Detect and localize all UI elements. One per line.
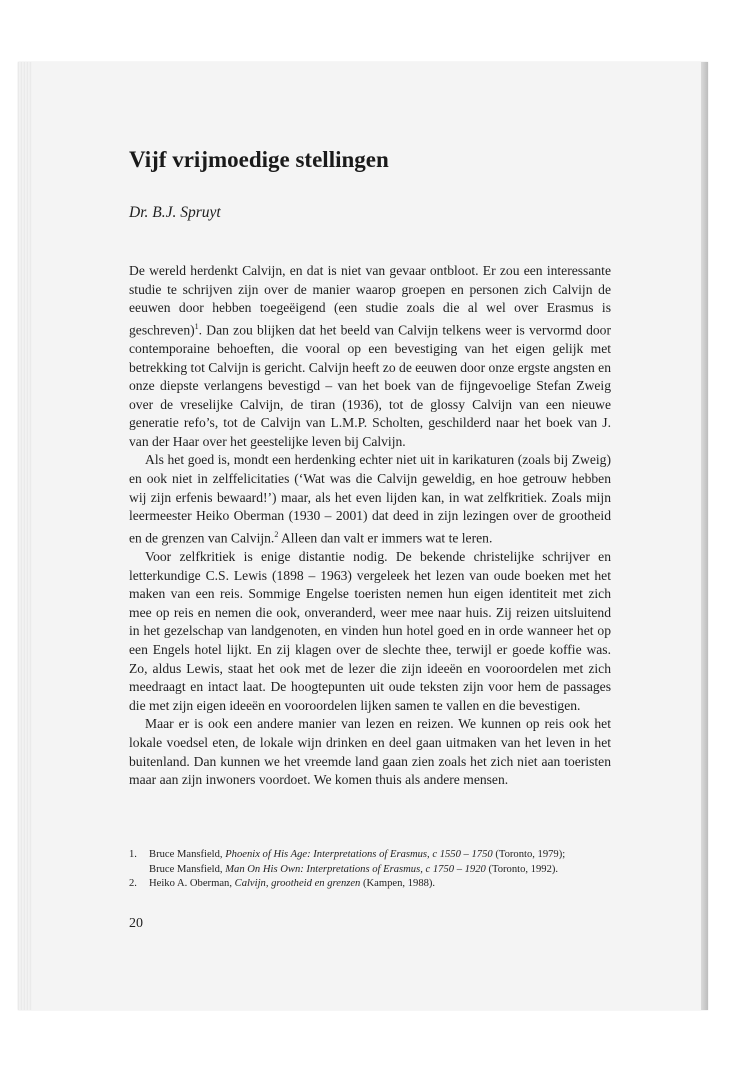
footnote xyxy=(129,877,611,892)
footnote-publication: (Kampen, 1988). xyxy=(360,878,436,890)
paragraph-text: Alleen dan valt er immers wat te leren. xyxy=(278,530,493,546)
page-number: 20 xyxy=(129,916,143,931)
paragraph-text: Als het goed is, mondt een herdenking echter niet uit in karikaturen (zoals bij Zweig) en ook niet in zelffelicitaties (‘Wat was die Calvijn geweldig, en hoe getrouw hebben wij zijn erfenis bewaard!’) maar, als het even lijden kan, in wat zelfkritiek. Zoals mijn leermeester Heiko Oberman (1930 – 2001) dat deed in zijn lezingen over de grootheid en de grenzen van Calvijn. xyxy=(129,452,611,546)
body-paragraph: Maar er is ook een andere manier van lezen en reizen. We kunnen op reis ook het lokale voedsel eten, de lokale wijn drinken en deel gaan uitmaken van het leven in het buitenland. Dan kunnen we het vreemde land gaan zien zoals het zich niet aan toeristen maar aan zijn inwoners voordoet. We komen thuis als andere mensen. xyxy=(129,716,611,788)
footnote-book-title: Man On His Own: Interpretations of Erasmus, c 1750 – 1920 xyxy=(225,863,486,875)
body-paragraph xyxy=(129,262,611,451)
page-stack-edge-left xyxy=(18,62,32,1010)
footnote-ref: 2 xyxy=(274,529,279,539)
footnote-ref: 1 xyxy=(194,321,199,331)
footnote-book-title: Calvijn, grootheid en grenzen xyxy=(234,878,361,890)
footnotes xyxy=(129,848,611,892)
footnote-publication: (Toronto, 1979); xyxy=(492,849,566,860)
footnote-number: 1. xyxy=(129,849,137,860)
footnote-author: Bruce Mansfield, xyxy=(149,863,226,875)
footnote xyxy=(129,848,611,877)
paragraph-text: . Dan zou blijken dat het beeld van Calvijn telkens weer is vervormd door contemporaine behoeften, die vooral op een bevestiging van het eigen gelijk met betrekking tot Calvijn is gericht. Calvijn heeft zo de eeuwen door onze ergste angsten en onze diepste verlangens bevestigd – van het boek van de fijngevoelige Stefan Zweig over de vreselijke Calvijn, de tiran (1936), tot de glossy Calvijn van een nieuwe generatie refo’s, tot de Calvijn van L.M.P. Scholten, geschilderd naar het boek van J. van der Haar over het geestelijke leven bij Calvijn. xyxy=(129,322,611,449)
page-stack-edge-right xyxy=(701,62,708,1010)
footnote-publication: (Toronto, 1992). xyxy=(485,863,559,875)
article-title: Vijf vrijmoedige stellingen xyxy=(129,147,389,172)
body-paragraph: Voor zelfkritiek is enige distantie nodig. De bekende christelijke schrijver en letterkundige C.S. Lewis (1898 – 1963) vergeleek het lezen van oude boeken met het maken van een reis. Sommige Engelse toeristen nemen hun eigen identiteit met zich mee op reis en nemen die ook, onveranderd, weer mee naar huis. Zij reizen uitsluitend in het gezelschap van landgenoten, en vinden hun hotel goed en in orde wanneer het op een Engels hotel lijkt. En zij klagen over de slechte thee, terwijl er goede koffie was. Zo, aldus Lewis, staat het ook met de lezer die zijn ideeën en vooroordelen met zich meedraagt en intact laat. De hoogtepunten uit oude teksten zijn voor hem de passages die met zijn eigen ideeën en vooroordelen lijken samen te vallen en die bevestigen. xyxy=(129,548,611,713)
article-author: Dr. B.J. Spruyt xyxy=(129,204,221,221)
article-body xyxy=(129,262,611,790)
footnote-author: Heiko A. Oberman, xyxy=(149,878,235,890)
paragraph-text: De wereld herdenkt Calvijn, en dat is niet van gevaar ontbloot. Er zou een interessante studie te schrijven zijn over de manier waarop groepen en personen zich Calvijn de eeuwen door hebben toegeëigend (een studie zoals die al wel over Erasmus is geschreven) xyxy=(129,263,611,338)
footnote-line xyxy=(149,848,611,863)
footnote-number: 2. xyxy=(129,878,137,890)
footnote-line xyxy=(149,877,611,892)
body-paragraph xyxy=(129,451,611,548)
footnote-book-title: Phoenix of His Age: Interpretations of Erasmus, c 1550 – 1750 xyxy=(225,849,493,860)
footnote-author: Bruce Mansfield, xyxy=(149,849,226,860)
footnote-line xyxy=(149,863,611,878)
